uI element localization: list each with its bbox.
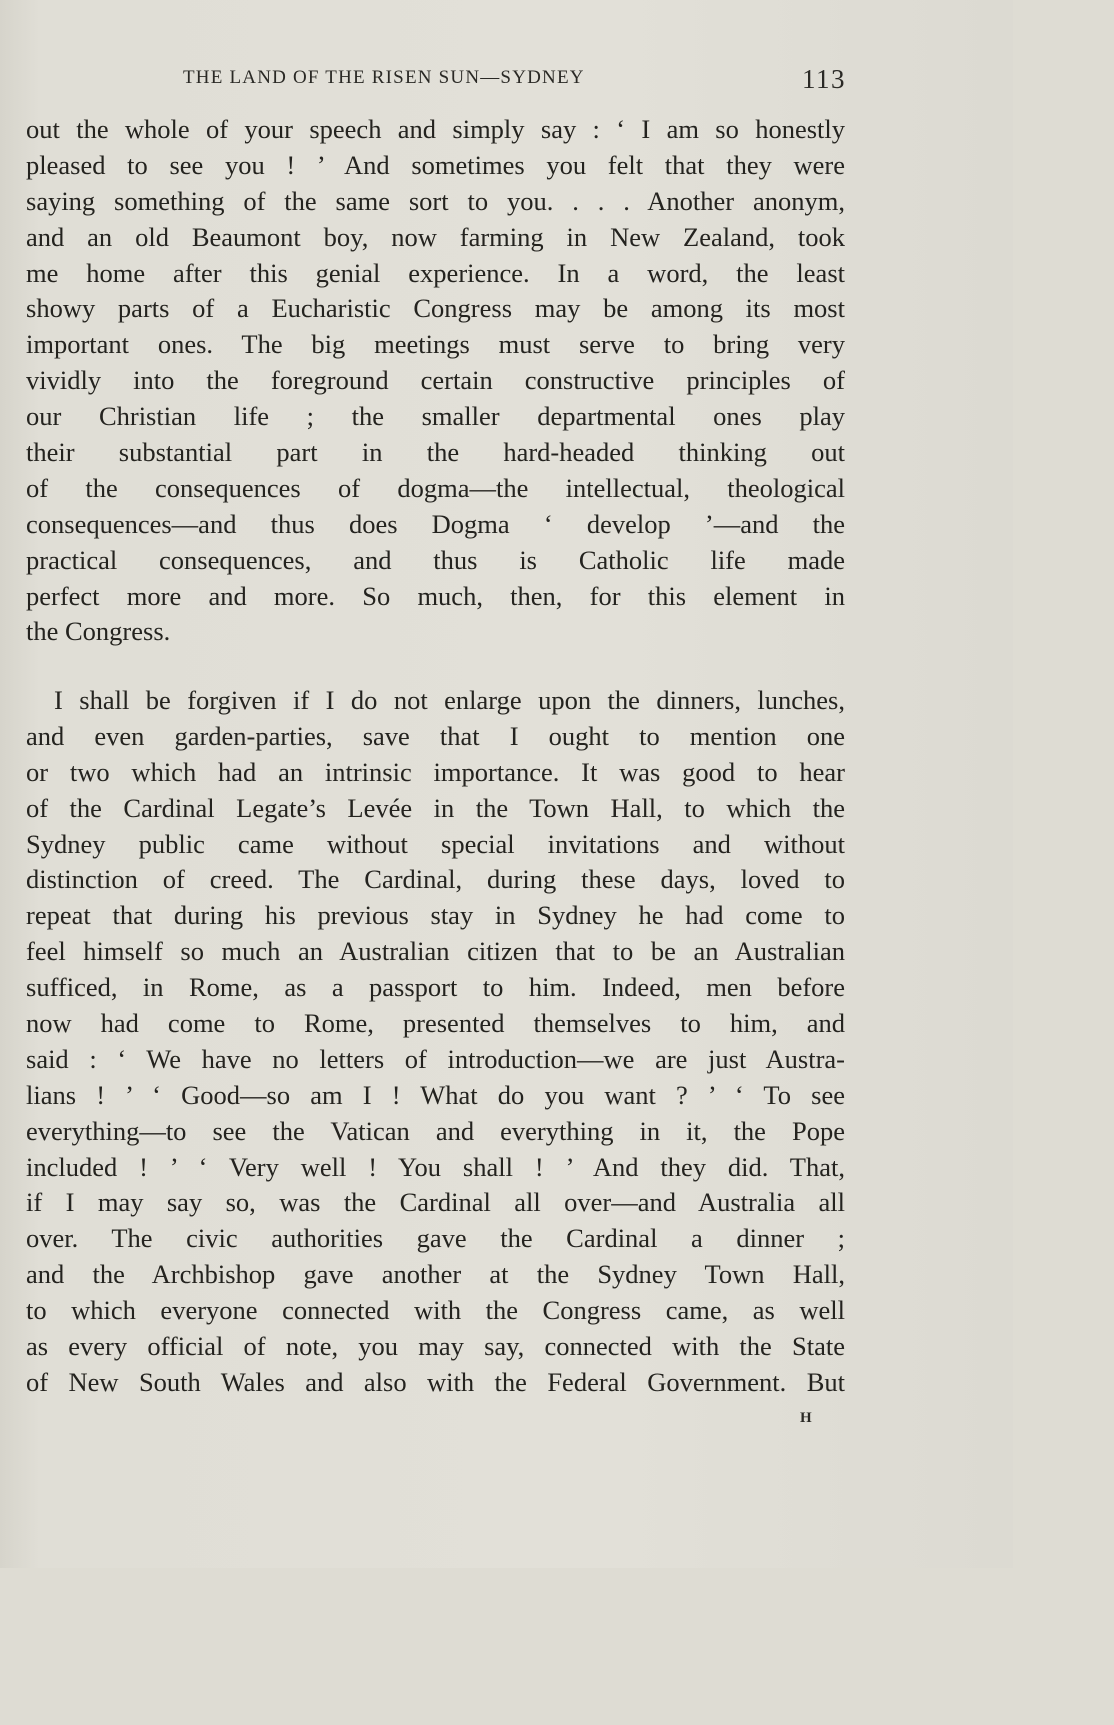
- text-line: of the consequences of dogma—the intellectual, theological: [26, 472, 845, 503]
- paragraph-2: [26, 683, 845, 1401]
- text-line: everything—to see the Vatican and everything in it, the Pope: [26, 1115, 845, 1146]
- text-line: showy parts of a Eucharistic Congress may be among its most: [26, 293, 845, 324]
- running-head: [0, 64, 1013, 94]
- text-line: lians ! ’ ‘ Good—so am I ! What do you want ? ’ ‘ To see: [26, 1079, 845, 1110]
- text-line: now had come to Rome, presented themselves to him, and: [26, 1008, 845, 1039]
- text-line: vividly into the foreground certain constructive principles of: [26, 365, 845, 396]
- text-line: our Christian life ; the smaller departmental ones play: [26, 401, 845, 432]
- text-line: and the Archbishop gave another at the Sydney Town Hall,: [26, 1259, 845, 1290]
- text-line: important ones. The big meetings must serve to bring very: [26, 329, 845, 360]
- text-line: included ! ’ ‘ Very well ! You shall ! ’ And they did. That,: [26, 1151, 845, 1182]
- text-line: perfect more and more. So much, then, for this element in: [26, 580, 845, 611]
- text-line: their substantial part in the hard-headed thinking out: [26, 437, 845, 468]
- text-line: saying something of the same sort to you. . . . Another anonym,: [26, 185, 845, 216]
- text-line: sufficed, in Rome, as a passport to him. Indeed, men before: [26, 972, 845, 1003]
- text-line: repeat that during his previous stay in Sydney he had come to: [26, 900, 845, 931]
- page-number: 113: [802, 64, 846, 94]
- text-line: out the whole of your speech and simply say : ‘ I am so honestly: [26, 114, 845, 144]
- text-line: Sydney public came without special invitations and without: [26, 828, 845, 859]
- text-line: distinction of creed. The Cardinal, during these days, loved to: [26, 864, 845, 895]
- text-line: pleased to see you ! ’ And sometimes you felt that they were: [26, 149, 845, 180]
- text-line: I shall be forgiven if I do not enlarge upon the dinners, lunches,: [54, 685, 845, 715]
- text-line: and even garden-parties, save that I ought to mention one: [26, 720, 845, 751]
- text-line: of New South Wales and also with the Federal Government. But: [26, 1366, 845, 1397]
- text-line: feel himself so much an Australian citizen that to be an Australian: [26, 936, 845, 967]
- text-line: the Congress.: [26, 616, 171, 647]
- running-title: THE LAND OF THE RISEN SUN—SYDNEY: [183, 67, 585, 88]
- text-line: consequences—and thus does Dogma ‘ develop ’—and the: [26, 508, 845, 539]
- text-line: me home after this genial experience. In a word, the least: [26, 257, 845, 288]
- text-line: to which everyone connected with the Congress came, as well: [26, 1295, 845, 1326]
- text-line: if I may say so, was the Cardinal all over—and Australia all: [26, 1187, 845, 1218]
- paragraph-1: [26, 112, 845, 650]
- text-line: practical consequences, and thus is Catholic life made: [26, 544, 845, 575]
- text-line: said : ‘ We have no letters of introduction—we are just Austra-: [26, 1043, 845, 1074]
- text-line: and an old Beaumont boy, now farming in New Zealand, took: [26, 221, 845, 252]
- signature-mark: H: [800, 1410, 813, 1426]
- text-line: as every official of note, you may say, connected with the State: [26, 1331, 845, 1362]
- text-line: over. The civic authorities gave the Cardinal a dinner ;: [26, 1223, 845, 1254]
- text-line: or two which had an intrinsic importance. It was good to hear: [26, 756, 845, 787]
- text-line: of the Cardinal Legate’s Levée in the Town Hall, to which the: [26, 792, 845, 823]
